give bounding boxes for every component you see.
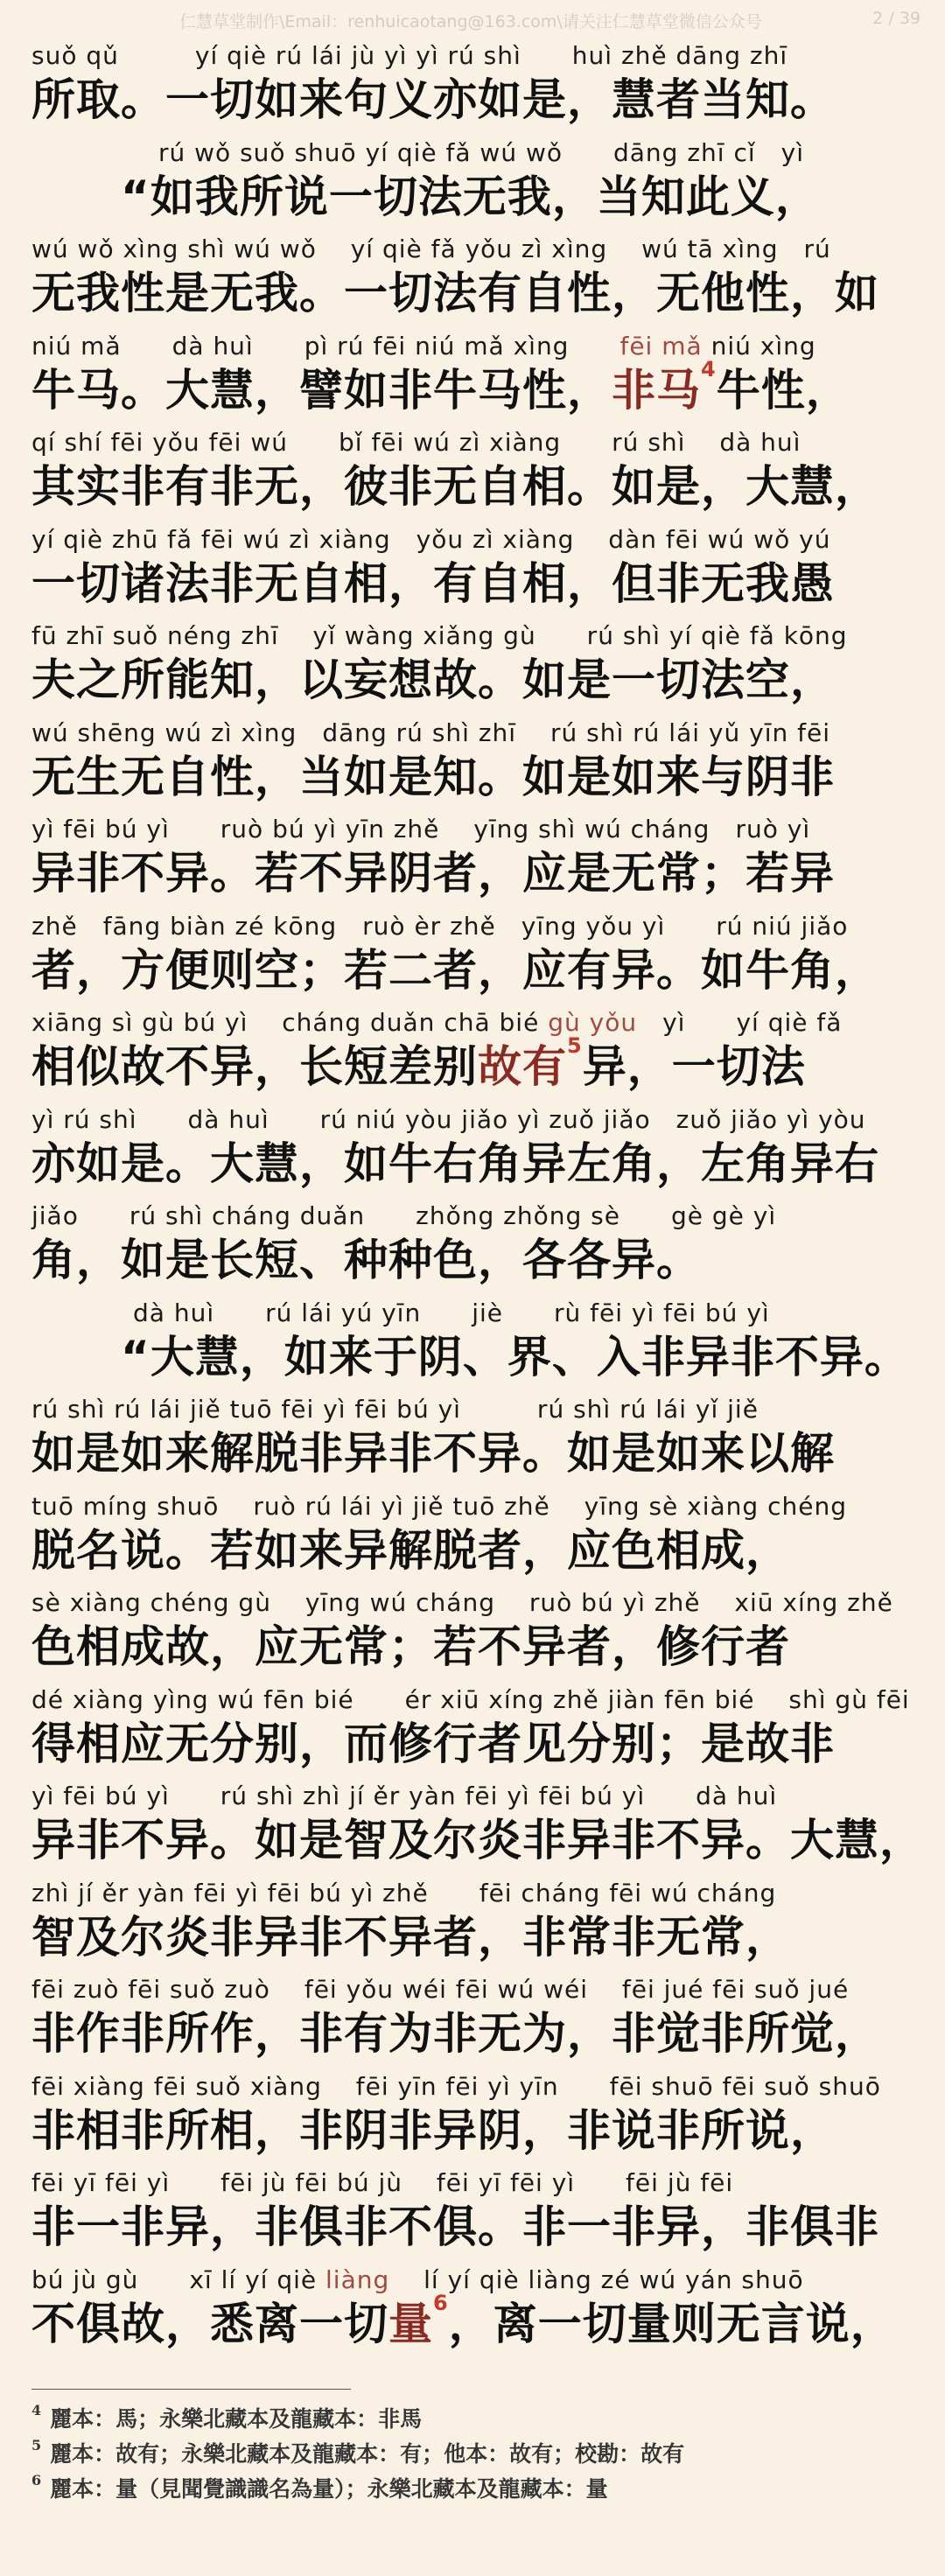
pinyin-text-end: yì yí qiè fǎ — [637, 1008, 843, 1037]
pinyin-row — [32, 1681, 915, 1712]
text-line — [32, 1871, 915, 1968]
pinyin-text: suǒ qǔ yí qiè rú lái jù yì yì rú shì huì zhě dāng zhī — [32, 41, 788, 70]
footnotes — [32, 2389, 915, 2507]
chinese-row — [32, 65, 915, 125]
chinese-text: 角，如是长短、种种色，各各异。 — [32, 1235, 701, 1285]
text-line — [32, 33, 915, 130]
chinese-row — [32, 452, 915, 512]
chinese-row — [32, 838, 915, 899]
pinyin-row — [32, 134, 915, 165]
header-title: 仁慧草堂制作\Email：renhuicaotang@163.com\请关注仁慧草堂微信公众号 — [179, 12, 762, 32]
chinese-row — [32, 1418, 915, 1479]
footnote-marker[interactable]: 4 — [701, 356, 717, 382]
chinese-row — [32, 1709, 915, 1769]
text-line — [32, 1291, 915, 1388]
pinyin-text: qí shí fēi yǒu fēi wú bǐ fēi wú zì xiàng rú shì dà huì — [32, 428, 802, 457]
pinyin-text: fēi zuò fēi suǒ zuò fēi yǒu wéi fēi wú wéi fēi jué fēi suǒ jué — [32, 1975, 850, 2004]
chinese-text: 如是如来解脱非异非不异。如是如来以解 — [32, 1428, 835, 1479]
chinese-row — [32, 1322, 915, 1382]
pinyin-row — [32, 1584, 915, 1615]
chinese-row — [32, 549, 915, 609]
chinese-row — [32, 1612, 915, 1672]
pinyin-row — [32, 2164, 915, 2195]
text-line — [32, 130, 915, 228]
chinese-row — [32, 1032, 915, 1092]
pinyin-row — [32, 2261, 915, 2292]
footnote-number: 4 — [32, 2402, 42, 2418]
pinyin-row — [32, 37, 915, 68]
pinyin-text: yì fēi bú yì ruò bú yì yīn zhě yīng shì wú cháng ruò yì — [32, 815, 811, 844]
chinese-text: 无我性是无我。一切法有自性，无他性，如 — [32, 268, 879, 318]
chinese-row — [32, 1902, 915, 1963]
chinese-row — [32, 2192, 915, 2252]
chinese-text: 非作非所作，非有为非无为，非觉非所觉， — [32, 2008, 879, 2059]
chinese-text: 智及尔炎非异非不异者，非常非无常， — [32, 1911, 790, 1963]
pinyin-row — [32, 617, 915, 648]
text-line — [32, 1677, 915, 1774]
text-line — [32, 420, 915, 517]
footnote-marker[interactable]: 5 — [567, 1033, 583, 1058]
pinyin-text: fēi xiàng fēi suǒ xiàng fēi yīn fēi yì yīn fēi shuō fēi suǒ shuō — [32, 2071, 881, 2101]
chinese-row — [32, 1998, 915, 2059]
footnote-marker[interactable]: 6 — [433, 2290, 449, 2315]
pinyin-text: rú wǒ suǒ shuō yí qiè fǎ wú wǒ dāng zhī cǐ yì — [32, 137, 804, 167]
chinese-row — [32, 355, 915, 416]
chinese-row — [32, 1516, 915, 1576]
chinese-text: 其实非有非无，彼非无自相。如是，大慧， — [32, 461, 879, 512]
pinyin-row — [32, 1197, 915, 1228]
variant-reading: 量 — [388, 2298, 433, 2349]
pinyin-variant: liàng — [317, 2264, 390, 2294]
chinese-text: 脱名说。若如来异解脱者，应色相成， — [32, 1524, 790, 1576]
pinyin-row — [32, 327, 915, 359]
pinyin-text: bú jù gù xī lí yí qiè — [32, 2264, 318, 2294]
chinese-row — [32, 258, 915, 318]
pinyin-row — [32, 1777, 915, 1809]
pinyin-text: fēi yī fēi yì fēi jù fēi bú jù fēi yī fēi yì fēi jù fēi — [32, 2168, 734, 2197]
pinyin-row — [32, 714, 915, 746]
pinyin-text: wú shēng wú zì xìng dāng rú shì zhī rú shì rú lái yǔ yīn fēi — [32, 718, 830, 747]
page-number: 2 / 39 — [872, 9, 920, 28]
chinese-text: “如我所说一切法无我，当知此义， — [32, 171, 820, 222]
pinyin-text: zhì jí ěr yàn fēi yì fēi bú yì zhě fēi cháng fēi wú cháng — [32, 1878, 777, 1908]
chinese-text: 异非不异。若不异阴者，应是无常；若异 — [32, 848, 835, 899]
pinyin-row — [32, 2068, 915, 2099]
text-line — [32, 227, 915, 324]
variant-reading: 故有 — [478, 1041, 567, 1092]
text-line — [32, 1484, 915, 1581]
chinese-row — [32, 645, 915, 705]
pinyin-row — [32, 1101, 915, 1132]
pinyin-row — [32, 521, 915, 552]
pinyin-row — [32, 1874, 915, 1906]
pinyin-variant: fēi mǎ — [569, 331, 703, 360]
pinyin-row — [32, 1294, 915, 1326]
pinyin-row — [32, 1488, 915, 1519]
pinyin-text: rú shì rú lái jiě tuō fēi yì fēi bú yì rú shì rú lái yǐ jiě — [32, 1395, 759, 1424]
pinyin-text: wú wǒ xìng shì wú wǒ yí qiè fǎ yǒu zì xìng wú tā xìng rú — [32, 234, 831, 263]
pinyin-text-end: lí yí qiè liàng zé wú yán shuō — [389, 2264, 804, 2294]
chinese-text-end: ，离一切量则无言说， — [448, 2298, 895, 2349]
pinyin-text: dà huì rú lái yú yīn jiè rù fēi yì fēi bú yì — [32, 1298, 770, 1327]
pinyin-row — [32, 424, 915, 455]
variant-reading: 非马 — [612, 364, 701, 416]
text-line — [32, 2160, 915, 2258]
chinese-text: 非一非异，非俱非不俱。非一非异，非俱非 — [32, 2202, 879, 2252]
pinyin-text: yí qiè zhū fǎ fēi wú zì xiàng yǒu zì xiàng dàn fēi wú wǒ yú — [32, 524, 831, 554]
chinese-text: 相似故不异，长短差别 — [32, 1041, 478, 1092]
text-line — [32, 2064, 915, 2161]
chinese-text: 不俱故，悉离一切 — [32, 2298, 388, 2349]
text-line — [32, 324, 915, 421]
text-line — [32, 904, 915, 1001]
text-line — [32, 1000, 915, 1097]
footnote — [32, 2437, 915, 2472]
chinese-row — [32, 162, 915, 222]
text-line — [32, 2258, 915, 2355]
chinese-text: 无生无自性，当如是知。如是如来与阴非 — [32, 751, 835, 802]
chinese-text: 异非不异。如是智及尔炎非异非不异。大慧， — [32, 1815, 924, 1866]
text-line — [32, 710, 915, 808]
pinyin-text: tuō míng shuō ruò rú lái yì jiě tuō zhě yīng sè xiàng chéng — [32, 1491, 847, 1521]
pinyin-text: sè xiàng chéng gù yīng wú cháng ruò bú yì zhě xiū xíng zhě — [32, 1588, 893, 1617]
chinese-text: 者，方便则空；若二者，应有异。如牛角， — [32, 944, 879, 996]
chinese-text: 亦如是。大慧，如牛右角异左角，左角异右 — [32, 1138, 879, 1189]
pinyin-text: xiāng sì gù bú yì cháng duǎn chā bié — [32, 1008, 540, 1037]
footnote-divider — [32, 2389, 351, 2390]
chinese-row — [32, 935, 915, 996]
footnote-text: 麗本：故有；永樂北藏本及龍藏本：有；他本：故有；校勘：故有 — [50, 2441, 685, 2467]
footnote-text: 麗本：馬；永樂北藏本及龍藏本：非馬 — [50, 2406, 423, 2432]
pinyin-text: zhě fāng biàn zé kōng ruò èr zhě yīng yǒu yì rú niú jiǎo — [32, 911, 849, 941]
text-line — [32, 1580, 915, 1677]
chinese-text-end: 牛性， — [716, 364, 850, 416]
footnote-number: 5 — [32, 2437, 42, 2454]
text-line — [32, 517, 915, 614]
chinese-text: 得相应无分别，而修行者见分别；是故非 — [32, 1718, 835, 1769]
pinyin-row — [32, 1970, 915, 2002]
chinese-row — [32, 1805, 924, 1866]
pinyin-row — [32, 1390, 915, 1422]
pinyin-row — [32, 907, 915, 939]
pinyin-text: fū zhī suǒ néng zhī yǐ wàng xiǎng gù rú shì yí qiè fǎ kōng — [32, 621, 848, 650]
chinese-text: 非相非所相，非阴非异阴，非说非所说， — [32, 2104, 835, 2156]
pinyin-variant: gù yǒu — [539, 1008, 638, 1037]
pinyin-row — [32, 230, 915, 262]
pinyin-text: dé xiàng yìng wú fēn bié ér xiū xíng zhě jiàn fēn bié shì gù fēi — [32, 1684, 910, 1714]
pinyin-row — [32, 1004, 915, 1035]
footnote — [32, 2472, 915, 2507]
chinese-row — [32, 2096, 915, 2156]
text-line — [32, 1967, 915, 2064]
footnote-text: 麗本：量（見聞覺識識名為量）；永樂北藏本及龍藏本：量 — [50, 2476, 608, 2502]
chinese-text: 一切诸法非无自相，有自相，但非无我愚 — [32, 557, 835, 609]
text-line — [32, 807, 915, 904]
pinyin-row — [32, 810, 915, 842]
pinyin-text: yì rú shì dà huì rú niú yòu jiǎo yì zuǒ jiǎo zuǒ jiǎo yì yòu — [32, 1104, 866, 1134]
text-line — [32, 613, 915, 710]
chinese-text: 牛马。大慧，譬如非牛马性， — [32, 364, 612, 416]
chinese-text: 夫之所能知，以妄想故。如是一切法空， — [32, 654, 835, 705]
text-line — [32, 1387, 915, 1484]
footnote-number: 6 — [32, 2472, 42, 2488]
pinyin-text: niú mǎ dà huì pì rú fēi niú mǎ xìng — [32, 331, 570, 360]
chinese-row — [32, 1129, 915, 1189]
text-line — [32, 1194, 915, 1291]
chinese-text-end: 异，一切法 — [582, 1041, 806, 1092]
text-body — [32, 33, 924, 2354]
chinese-row — [32, 1225, 915, 1285]
page-header — [0, 7, 945, 37]
chinese-row — [32, 742, 915, 802]
text-line — [32, 1097, 915, 1194]
pinyin-text: jiǎo rú shì cháng duǎn zhǒng zhǒng sè gè gè yì — [32, 1201, 777, 1230]
pinyin-text-end: niú xìng — [702, 331, 816, 360]
chinese-text: 色相成故，应无常；若不异者，修行者 — [32, 1621, 790, 1672]
chinese-text: “大慧，如来于阴、界、入非异非不异。 — [32, 1331, 909, 1382]
pinyin-text: yì fēi bú yì rú shì zhì jí ěr yàn fēi yì fēi bú yì dà huì — [32, 1782, 778, 1810]
chinese-row — [32, 2289, 915, 2349]
text-line — [32, 1774, 924, 1871]
chinese-text: 所取。一切如来句义亦如是，慧者当知。 — [32, 74, 835, 125]
footnote — [32, 2402, 915, 2437]
